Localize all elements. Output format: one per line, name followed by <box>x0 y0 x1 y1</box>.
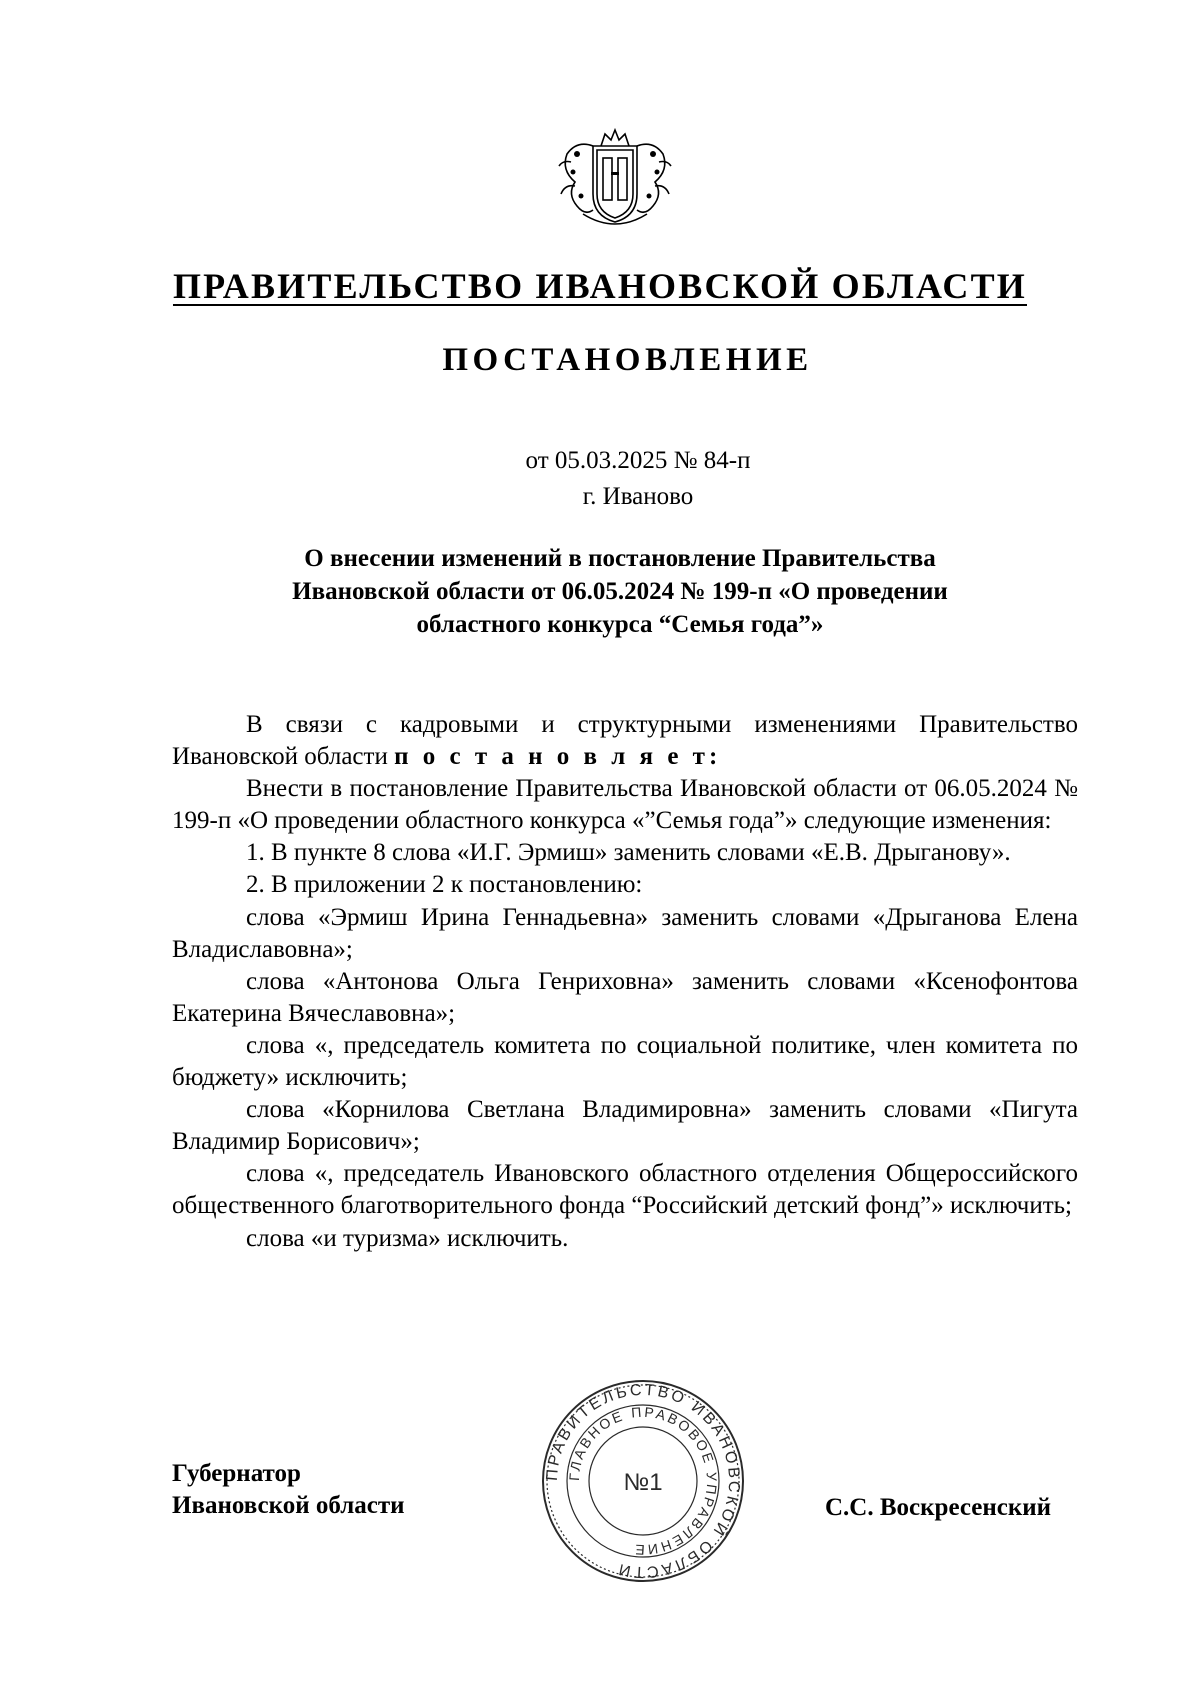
signatory-position-line: Ивановской области <box>172 1492 405 1519</box>
government-title: ПРАВИТЕЛЬСТВО ИВАНОВСКОЙ ОБЛАСТИ <box>172 266 1027 306</box>
subject-line: О внесении изменений в постановление Правительства <box>304 545 936 572</box>
stamp-outer-text: ПРАВИТЕЛЬСТВО ИВАНОВСКОЙ ОБЛАСТИ <box>543 1381 743 1581</box>
decree-word: п о с т а н о в л я е т: <box>394 743 722 771</box>
coat-of-arms-icon <box>553 124 677 226</box>
signatory-position-line: Губернатор <box>172 1460 301 1487</box>
paragraph-item-1: 1. В пункте 8 слова «И.Г. Эрмиш» заменить словами «Е.В. Дрыганову». <box>246 839 1011 867</box>
paragraph-change: слова «Корнилова Светлана Владимировна» заменить словами «Пигута Владимир Борисович»; <box>172 1096 1078 1156</box>
subject-line: областного конкурса “Семья года”» <box>416 611 824 638</box>
signatory-position <box>172 1458 405 1522</box>
signatory-name: С.С. Воскресенский <box>825 1494 1052 1521</box>
document-type: ПОСТАНОВЛЕНИЕ <box>442 342 813 378</box>
subject-line: Ивановской области от 06.05.2024 № 199-п «О проведении <box>292 578 948 605</box>
paragraph-change: слова «Эрмиш Ирина Геннадьевна» заменить словами «Дрыганова Елена Владиславовна»; <box>172 903 1078 963</box>
stamp-number: №1 <box>623 1469 663 1496</box>
paragraph-change: слова «и туризма» исключить. <box>246 1224 569 1252</box>
official-stamp <box>540 1378 746 1584</box>
document-body <box>172 709 1078 1255</box>
paragraph-preamble <box>172 709 1078 773</box>
stamp-inner-text: ГЛАВНОЕ ПРАВОВОЕ УПРАВЛЕНИЕ <box>565 1403 721 1559</box>
preamble-text: В связи с кадровыми и структурными изменениями Правительство Ивановской области <box>172 711 1078 771</box>
paragraph-change: слова «, председатель Ивановского областного отделения Общероссийского общественного благотворительного фонда “Российский детский фонд”» исключить; <box>172 1160 1078 1220</box>
paragraph-change: слова «Антонова Ольга Генриховна» заменить словами «Ксенофонтова Екатерина Вячеславовна»; <box>172 967 1078 1027</box>
document-subject <box>240 542 1000 641</box>
paragraph-amend: Внести в постановление Правительства Ивановской области от 06.05.2024 № 199-п «О проведении областного конкурса «”Семья года”» следующие изменения: <box>172 775 1078 835</box>
date-number: от 05.03.2025 № 84-п <box>525 447 751 474</box>
paragraph-item-2: 2. В приложении 2 к постановлению: <box>246 871 643 899</box>
city: г. Иваново <box>582 483 694 510</box>
paragraph-change: слова «, председатель комитета по социальной политике, член комитета по бюджету» исключить; <box>172 1031 1078 1092</box>
